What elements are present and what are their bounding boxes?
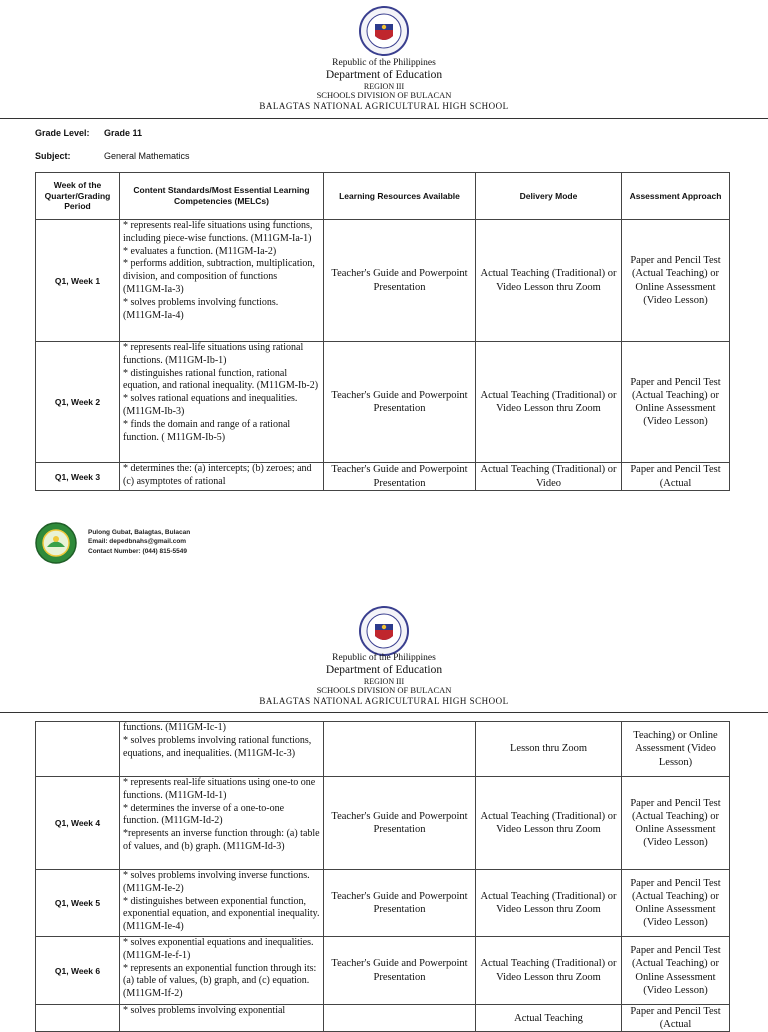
page2-header <box>0 653 768 706</box>
table-row <box>36 342 730 463</box>
footer-email: Email: depedbnahs@gmail.com <box>88 538 187 546</box>
header-rule <box>0 118 768 119</box>
grade-value: Grade 11 <box>104 128 143 138</box>
subject-value: General Mathematics <box>104 151 190 161</box>
footer-contact-number: Contact Number: (044) 815-5549 <box>88 547 187 555</box>
competency-item: * solves rational equations and inequalities. (M11GM-Ib-3) <box>123 393 298 417</box>
delivery-cell: Actual Teaching (Traditional) or Video Lesson thru Zoom <box>476 220 622 342</box>
week-cell: Q1, Week 6 <box>36 937 120 1005</box>
week-cell: Q1, Week 3 <box>36 463 120 491</box>
week-cell: Q1, Week 5 <box>36 870 120 937</box>
competency-item: * determines the: (a) intercepts; (b) zeroes; and (c) asymptotes of rational <box>123 463 312 487</box>
department-text: Department of Education <box>325 68 443 81</box>
resources-cell: Teacher's Guide and Powerpoint Presentation <box>324 777 476 870</box>
competency-cell <box>120 777 324 870</box>
table-row <box>36 463 730 491</box>
competency-cell <box>120 1005 324 1032</box>
competency-item: * evaluates a function. (M11GM-Ia-2) <box>123 245 277 257</box>
competency-item: * determines the inverse of a one-to-one function. (M11GM-Id-2) <box>123 802 285 827</box>
week-cell <box>36 1005 120 1032</box>
assessment-cell: Paper and Pencil Test (Actual Teaching) or Online Assessment (Video Lesson) <box>622 220 730 342</box>
delivery-cell: Actual Teaching <box>476 1005 622 1032</box>
page1-header <box>0 58 768 111</box>
header-assessment: Assessment Approach <box>622 173 730 220</box>
competency-cell <box>120 870 324 937</box>
resources-cell: Teacher's Guide and Powerpoint Presentation <box>324 870 476 937</box>
competency-item: * solves problems involving inverse functions. (M11GM-Ie-2) <box>123 870 310 894</box>
header-delivery: Delivery Mode <box>476 173 622 220</box>
resources-cell <box>324 1005 476 1032</box>
grade-label: Grade Level: <box>35 128 90 138</box>
competency-item: * distinguishes between exponential function, exponential equation, and exponential inequality. (M11GM-Ie-4) <box>123 895 320 933</box>
competency-cell <box>120 342 324 463</box>
deped-seal-icon <box>359 6 409 56</box>
division-text: SCHOOLS DIVISION OF BULACAN <box>316 685 452 696</box>
region-text: REGION III <box>363 82 405 92</box>
department-text: Department of Education <box>325 663 443 676</box>
assessment-cell: Paper and Pencil Test (Actual Teaching) or Online Assessment (Video Lesson) <box>622 342 730 463</box>
competency-item: * represents real-life situations using functions, including piece-wise functions. (M11GM-Ia-1) <box>123 220 313 244</box>
delivery-cell: Actual Teaching (Traditional) or Video Lesson thru Zoom <box>476 777 622 870</box>
table-row <box>36 722 730 777</box>
resources-cell <box>324 722 476 777</box>
deped-seal-icon <box>359 606 409 656</box>
competency-item: * solves problems involving rational functions, equations, and inequalities. (M11GM-Ic-3) <box>123 734 312 759</box>
assessment-cell: Paper and Pencil Test (Actual Teaching) or Online Assessment (Video Lesson) <box>622 777 730 870</box>
competency-item: * solves problems involving functions. (M11GM-Ia-4) <box>123 296 279 321</box>
delivery-cell: Lesson thru Zoom <box>476 722 622 777</box>
table-row <box>36 1005 730 1032</box>
resources-cell: Teacher's Guide and Powerpoint Presentation <box>324 937 476 1005</box>
competency-cell <box>120 722 324 777</box>
school-text: BALAGTAS NATIONAL AGRICULTURAL HIGH SCHOOL <box>259 696 509 707</box>
week-cell <box>36 722 120 777</box>
week-cell: Q1, Week 2 <box>36 342 120 463</box>
assessment-cell: Teaching) or Online Assessment (Video Lesson) <box>622 722 730 777</box>
delivery-cell: Actual Teaching (Traditional) or Video Lesson thru Zoom <box>476 937 622 1005</box>
competency-table-page2 <box>35 721 730 1032</box>
week-cell: Q1, Week 4 <box>36 777 120 870</box>
assessment-cell: Paper and Pencil Test (Actual <box>622 463 730 491</box>
competency-item: * represents real-life situations using rational functions. (M11GM-Ib-1) <box>123 342 304 366</box>
header-rule <box>0 712 768 713</box>
competency-cell <box>120 220 324 342</box>
division-text: SCHOOLS DIVISION OF BULACAN <box>316 90 452 101</box>
competency-item: * solves exponential equations and inequalities. (M11GM-Ie-f-1) <box>123 937 314 961</box>
competency-cell <box>120 463 324 491</box>
footer-address: Pulong Gubat, Balagtas, Bulacan <box>88 529 191 536</box>
header-week: Week of the Quarter/Grading Period <box>36 173 120 220</box>
table-row <box>36 777 730 870</box>
table-row <box>36 220 730 342</box>
table-header-row <box>36 173 730 220</box>
competency-item: * represents real-life situations using one-to one functions. (M11GM-Id-1) <box>123 777 316 801</box>
competency-cell <box>120 937 324 1005</box>
delivery-cell: Actual Teaching (Traditional) or Video Lesson thru Zoom <box>476 870 622 937</box>
competency-item: * solves problems involving exponential <box>123 1005 286 1016</box>
week-cell: Q1, Week 1 <box>36 220 120 342</box>
competency-table-page1 <box>35 172 730 491</box>
assessment-cell: Paper and Pencil Test (Actual <box>622 1005 730 1032</box>
header-content: Content Standards/Most Essential Learning Competencies (MELCs) <box>120 173 324 220</box>
competency-item: * distinguishes rational function, rational equation, and rational inequality. (M11GM-Ib-2) <box>123 367 319 392</box>
region-text: REGION III <box>363 677 405 687</box>
subject-label: Subject: <box>35 151 71 161</box>
school-text: BALAGTAS NATIONAL AGRICULTURAL HIGH SCHOOL <box>259 101 509 112</box>
footer-contact <box>88 528 190 556</box>
competency-item: *represents an inverse function through: (a) table of values, and (b) graph. (M11GM-Id-3) <box>123 828 320 852</box>
assessment-cell: Paper and Pencil Test (Actual Teaching) or Online Assessment (Video Lesson) <box>622 937 730 1005</box>
table-row <box>36 870 730 937</box>
competency-item: * performs addition, subtraction, multiplication, division, and composition of functions (M11GM-Ia-3) <box>123 258 315 295</box>
competency-item: * represents an exponential function through its: (a) table of values, (b) graph, and (c) equation. (M11GM-If-2) <box>123 962 317 1000</box>
school-logo-icon <box>35 522 77 564</box>
republic-text: Republic of the Philippines <box>332 58 436 68</box>
table-row <box>36 937 730 1005</box>
resources-cell: Teacher's Guide and Powerpoint Presentation <box>324 342 476 463</box>
republic-text: Republic of the Philippines <box>332 653 436 663</box>
resources-cell: Teacher's Guide and Powerpoint Presentation <box>324 220 476 342</box>
assessment-cell: Paper and Pencil Test (Actual Teaching) or Online Assessment (Video Lesson) <box>622 870 730 937</box>
delivery-cell: Actual Teaching (Traditional) or Video <box>476 463 622 491</box>
competency-item: functions. (M11GM-Ic-1) <box>123 722 226 733</box>
resources-cell: Teacher's Guide and Powerpoint Presentation <box>324 463 476 491</box>
header-resources: Learning Resources Available <box>324 173 476 220</box>
delivery-cell: Actual Teaching (Traditional) or Video Lesson thru Zoom <box>476 342 622 463</box>
competency-item: * finds the domain and range of a rational function. ( M11GM-Ib-5) <box>123 418 291 443</box>
